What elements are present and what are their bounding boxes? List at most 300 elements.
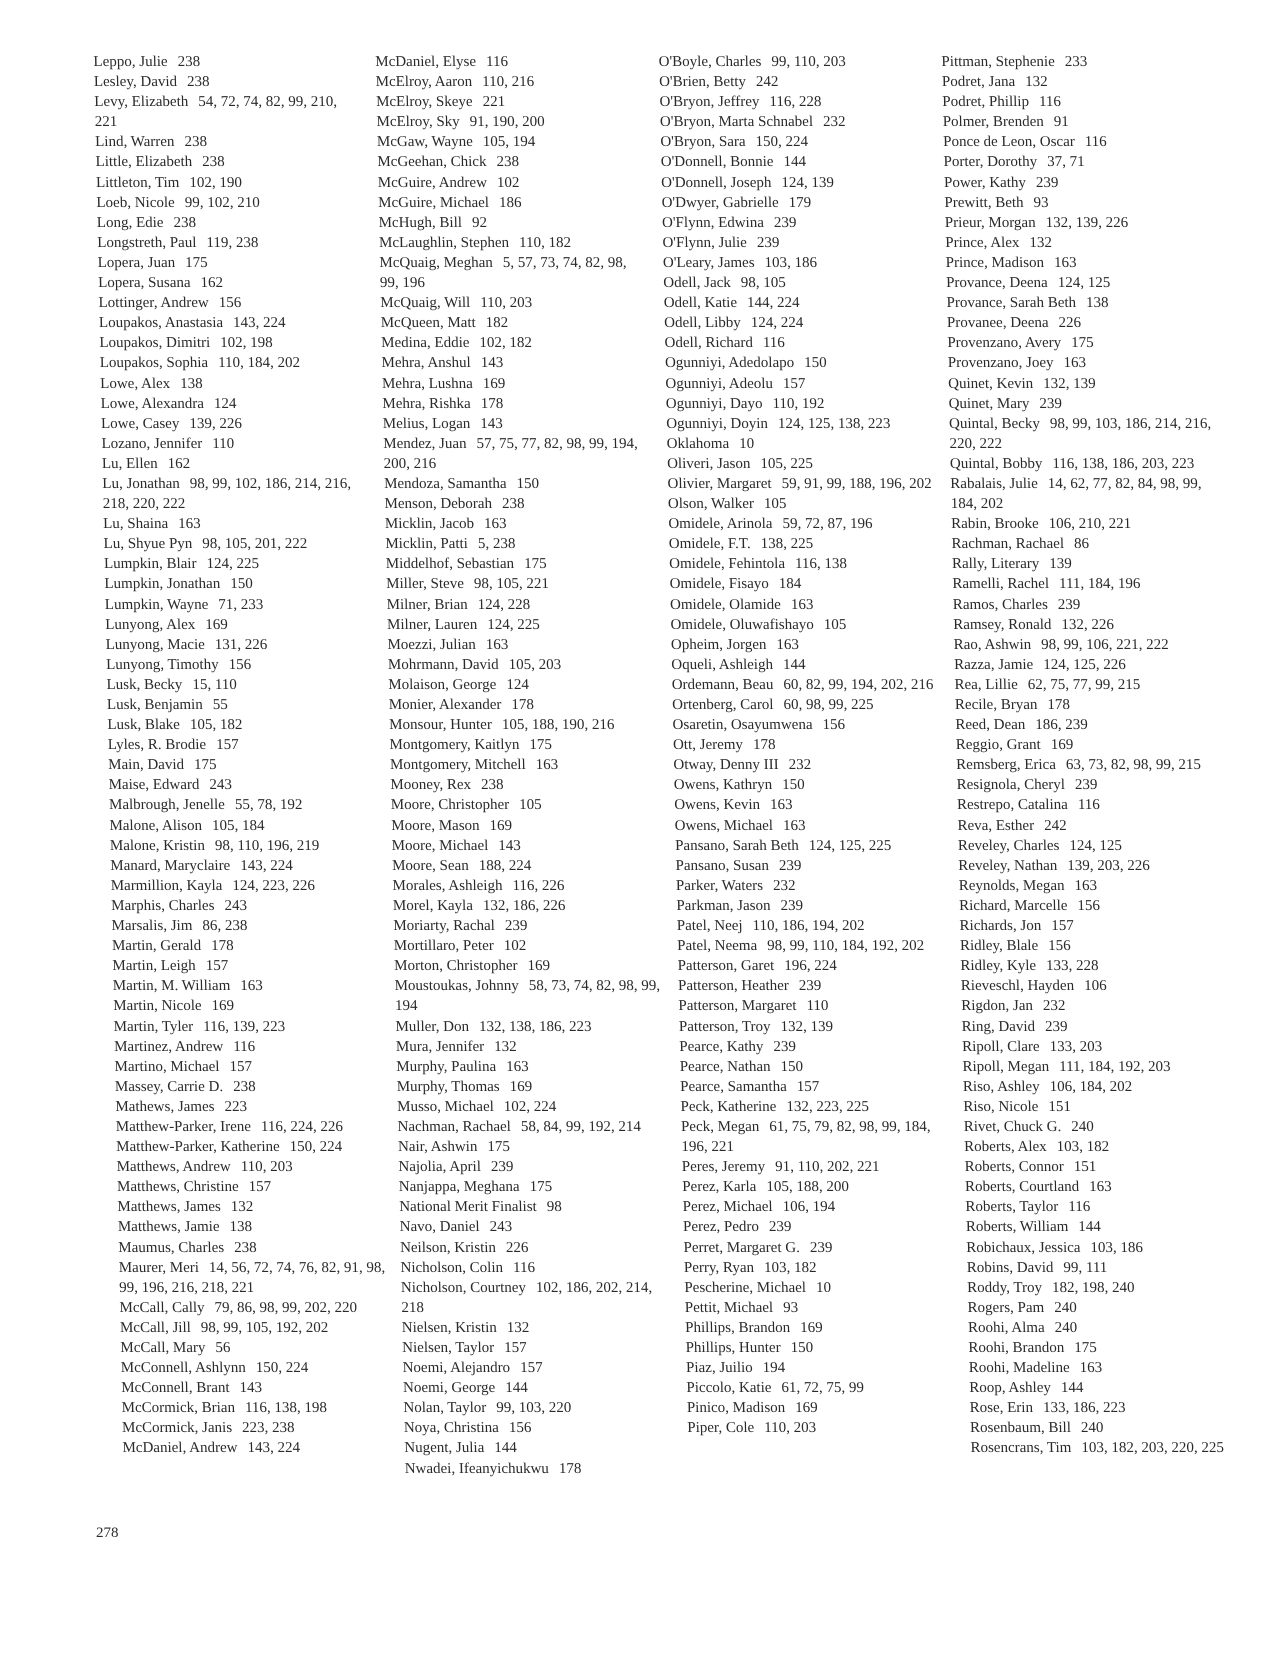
index-entry-name: Ordemann, Beau: [671, 676, 774, 693]
index-entry-name: Morel, Kayla: [392, 897, 474, 914]
index-entry-pages: 156: [1077, 897, 1101, 914]
index-entry: [663, 253, 931, 273]
index-entry: [385, 534, 653, 554]
index-entry: [93, 52, 361, 72]
index-entry: [103, 514, 371, 534]
index-entry-name: Ortenberg, Carol: [671, 697, 774, 713]
index-entry-name: Ogunniyi, Adedolapo: [664, 355, 795, 372]
index-entry: [399, 1177, 667, 1197]
index-entry-pages: 178: [210, 938, 234, 955]
index-entry: [956, 735, 1224, 755]
index-entry-name: McHugh, Bill: [378, 214, 463, 231]
index-entry-pages: 239: [1057, 596, 1081, 613]
index-entry: [102, 474, 371, 514]
index-entry: [945, 213, 1213, 233]
index-entry: [953, 635, 1221, 655]
index-entry-name: Lusk, Becky: [106, 676, 183, 693]
index-entry-pages: 150: [790, 1340, 814, 1356]
index-entry-name: Reveley, Nathan: [958, 857, 1058, 874]
index-entry: [675, 836, 943, 856]
index-entry-pages: 150, 224: [755, 134, 809, 151]
index-entry: [684, 1278, 952, 1298]
index-entry: [950, 454, 1218, 474]
index-entry-pages: 143: [239, 1380, 263, 1397]
index-entry: [961, 1017, 1229, 1037]
index-entry-name: Omidele, Olamide: [669, 596, 782, 613]
index-entry: [97, 233, 365, 253]
index-entry: [396, 1057, 664, 1077]
index-entry-pages: 98, 99, 105, 192, 202: [200, 1319, 329, 1336]
index-entry-pages: 102, 190: [189, 174, 243, 191]
index-entry-name: McElroy, Sky: [376, 114, 460, 131]
index-entry: [682, 1177, 950, 1197]
index-entry-pages: 143: [498, 837, 521, 854]
index-entry-pages: 150, 224: [255, 1360, 309, 1377]
index-entry: [385, 514, 653, 534]
index-entry-name: Lumpkin, Jonathan: [104, 576, 221, 593]
index-entry: [671, 635, 939, 655]
index-entry: [661, 152, 929, 172]
index-entry: [676, 896, 944, 916]
index-column-2: [375, 52, 673, 1479]
index-entry-pages: 169: [211, 998, 235, 1015]
index-entry: [110, 856, 378, 876]
index-entry-pages: 105: [823, 616, 847, 633]
index-entry-name: Montgomery, Mitchell: [389, 757, 526, 774]
index-entry-pages: 103, 186: [1090, 1239, 1144, 1256]
index-entry: [381, 313, 649, 333]
index-entry-name: Power, Kathy: [943, 174, 1027, 191]
index-entry-pages: 169: [205, 616, 228, 633]
index-entry-pages: 57, 75, 77, 82, 98, 99, 194, 200, 216: [383, 435, 638, 472]
index-entry-pages: 238: [173, 214, 197, 231]
index-entry-pages: 132: [1029, 234, 1053, 251]
index-entry-name: Mehra, Lushna: [381, 375, 473, 392]
index-entry-pages: 93: [782, 1299, 799, 1316]
index-entry-pages: 102, 224: [503, 1098, 557, 1115]
index-entry: [659, 72, 927, 92]
index-entry-pages: 132: [506, 1319, 530, 1336]
index-entry-pages: 175: [1074, 1340, 1097, 1356]
index-entry-pages: 163: [782, 817, 806, 834]
index-entry-pages: 91, 190, 200: [469, 114, 545, 131]
index-entry-pages: 162: [167, 455, 191, 472]
index-entry: [389, 715, 657, 735]
index-entry-name: Ogunniyi, Dayo: [665, 395, 763, 412]
index-entry-name: Ridley, Kyle: [960, 958, 1037, 975]
index-entry-name: Massey, Carrie D.: [114, 1078, 224, 1095]
index-entry: [967, 1278, 1235, 1298]
index-entry: [964, 1137, 1232, 1157]
index-entry: [113, 976, 381, 996]
index-entry: [964, 1157, 1232, 1177]
index-entry-name: Martino, Michael: [114, 1058, 220, 1075]
index-entry-pages: 10: [815, 1279, 832, 1296]
index-entry-pages: 157: [229, 1058, 253, 1075]
index-entry: [101, 414, 369, 434]
index-entry: [682, 1197, 950, 1217]
index-entry-pages: 116: [485, 54, 509, 70]
index-entry: [109, 795, 377, 815]
index-entry-pages: 116, 224, 226: [260, 1118, 344, 1135]
index-entry: [380, 293, 648, 313]
index-entry-pages: 157: [248, 1179, 272, 1196]
index-entry-pages: 175: [1071, 335, 1094, 352]
index-entry-pages: 163: [485, 636, 509, 653]
index-entry-name: McGaw, Wayne: [376, 134, 473, 151]
index-entry-name: McElroy, Aaron: [375, 74, 473, 91]
index-entry-pages: 157: [796, 1078, 820, 1095]
index-entry-name: Rieveschl, Hayden: [960, 978, 1075, 995]
index-entry-name: Reed, Dean: [955, 717, 1026, 734]
index-entry: [112, 956, 380, 976]
index-entry: [666, 414, 934, 434]
index-entry-pages: 116, 226: [512, 877, 565, 894]
index-entry-name: Ramos, Charles: [952, 596, 1049, 613]
index-entry: [116, 1137, 384, 1157]
index-entry-name: Rosencrans, Tim: [970, 1440, 1072, 1457]
index-entry-pages: 175: [529, 737, 553, 754]
index-entry-pages: 151: [1073, 1159, 1097, 1176]
index-entry-name: Lu, Ellen: [101, 455, 158, 472]
index-entry-pages: 238: [177, 54, 201, 70]
index-entry-pages: 138: [180, 375, 203, 392]
index-entry-name: Matthew-Parker, Katherine: [116, 1139, 280, 1156]
index-entry-pages: 139: [1049, 556, 1072, 573]
index-entry-pages: 239: [780, 897, 804, 914]
index-entry-name: National Merit Finalist: [399, 1199, 537, 1216]
index-entry-pages: 105, 188, 190, 216: [501, 717, 615, 734]
index-entry-pages: 157: [215, 737, 239, 754]
index-entry-pages: 124: [506, 676, 530, 693]
index-entry: [113, 996, 381, 1016]
index-entry-name: Ramsey, Ronald: [953, 616, 1052, 633]
index-entry: [678, 996, 946, 1016]
index-entry: [98, 293, 366, 313]
index-entry-name: Moore, Michael: [391, 837, 489, 854]
index-entry-name: Marsalis, Jim: [111, 918, 193, 935]
index-entry-name: McQueen, Matt: [380, 315, 476, 332]
index-entry: [667, 474, 935, 494]
index-entry: [398, 1157, 666, 1177]
index-entry-pages: 139, 203, 226: [1067, 857, 1150, 874]
index-entry-pages: 162: [200, 275, 224, 292]
index-entry-name: Prewitt, Beth: [944, 194, 1024, 211]
index-entry-name: Phillips, Hunter: [685, 1340, 781, 1356]
index-entry-name: Littleton, Tim: [95, 174, 180, 191]
index-entry: [109, 816, 377, 836]
index-entry: [375, 52, 643, 72]
index-entry-name: Lusk, Blake: [107, 717, 181, 734]
index-entry: [659, 92, 927, 112]
index-entry: [388, 655, 656, 675]
index-entry-pages: 110, 182: [518, 234, 572, 251]
index-entry-pages: 157: [1051, 918, 1074, 935]
index-entry: [376, 112, 644, 132]
index-entry: [958, 856, 1226, 876]
index-entry-name: Nielsen, Taylor: [402, 1340, 495, 1356]
index-entry-pages: 119, 238: [206, 234, 259, 251]
index-entry-pages: 144: [783, 154, 807, 171]
index-entry-pages: 102, 182: [479, 335, 533, 352]
index-entry-name: Ott, Jeremy: [672, 737, 744, 754]
index-entry: [674, 775, 942, 795]
index-entry-pages: 186: [498, 194, 522, 211]
index-entry-pages: 175: [523, 556, 547, 573]
index-entry-pages: 163: [506, 1058, 529, 1075]
index-entry-pages: 99, 111: [1063, 1259, 1108, 1276]
index-entry-name: Omidele, Fehintola: [669, 556, 786, 573]
index-entry-name: Restrepo, Catalina: [956, 797, 1069, 814]
index-entry: [668, 494, 936, 514]
index-entry: [381, 333, 649, 353]
index-entry-name: Noemi, Alejandro: [402, 1360, 511, 1377]
index-entry: [393, 896, 661, 916]
index-entry-name: Milner, Brian: [386, 596, 468, 613]
index-entry-pages: 175: [193, 757, 217, 774]
index-entry-pages: 144: [782, 656, 806, 673]
index-entry-name: McConnell, Brant: [121, 1380, 230, 1397]
index-entry-name: Marmillion, Kayla: [110, 877, 223, 894]
index-entry-name: Nanjappa, Meghana: [398, 1179, 520, 1196]
index-entry-name: Reynolds, Megan: [958, 877, 1065, 894]
index-entry-name: Nwadei, Ifeanyichukwu: [404, 1460, 550, 1477]
index-entry: [658, 52, 926, 72]
index-entry-name: Nielsen, Kristin: [401, 1319, 497, 1336]
index-entry: [947, 333, 1215, 353]
index-entry: [968, 1338, 1236, 1358]
index-entry-pages: 106: [1083, 978, 1107, 995]
index-entry-pages: 169: [509, 1078, 533, 1095]
index-entry: [941, 52, 1209, 72]
index-entry-name: Martinez, Andrew: [113, 1038, 224, 1055]
index-entry: [667, 454, 935, 474]
index-entry-name: O'Boyle, Charles: [658, 54, 762, 70]
index-entry-name: Lesley, David: [93, 74, 178, 91]
index-entry: [397, 1117, 665, 1137]
index-entry-pages: 163: [240, 978, 263, 995]
index-entry-name: Lusk, Benjamin: [106, 697, 203, 713]
index-entry: [674, 816, 942, 836]
index-entry-name: O'Donnell, Bonnie: [660, 154, 774, 171]
index-entry: [113, 1017, 381, 1037]
index-entry: [959, 916, 1227, 936]
index-entry: [951, 514, 1219, 534]
index-entry-name: Miller, Steve: [386, 576, 465, 593]
index-entry: [384, 494, 652, 514]
index-entry-name: Prieur, Morgan: [944, 214, 1036, 231]
index-entry-name: Rose, Erin: [969, 1400, 1034, 1417]
index-entry-pages: 163: [790, 596, 814, 613]
index-entry: [948, 353, 1216, 373]
index-entry-pages: 150: [803, 355, 827, 372]
index-entry-name: Maumus, Charles: [118, 1239, 225, 1256]
index-entry: [677, 916, 945, 936]
index-entry: [944, 193, 1212, 213]
index-entry-pages: 163: [1053, 254, 1077, 271]
index-entry-name: Roberts, Alex: [964, 1139, 1047, 1156]
index-entry-pages: 226: [1058, 315, 1082, 332]
index-entry: [115, 1097, 383, 1117]
index-entry-name: Richard, Marcelle: [958, 897, 1068, 914]
index-entry-name: Pansano, Susan: [675, 857, 770, 874]
index-entry: [954, 675, 1222, 695]
index-entry-pages: 156: [218, 295, 242, 312]
index-entry: [685, 1338, 953, 1358]
index-entry-name: Omidele, Arinola: [668, 516, 773, 533]
index-entry-name: Peck, Katherine: [680, 1098, 777, 1115]
index-entry: [389, 735, 657, 755]
index-entry-name: Rogers, Pam: [967, 1299, 1045, 1316]
index-entry: [384, 474, 652, 494]
index-entry: [404, 1438, 672, 1458]
index-entry-name: Lopera, Susana: [97, 275, 191, 292]
index-entry-name: Martin, M. William: [112, 978, 231, 995]
index-entry-pages: 124, 139: [781, 174, 835, 191]
index-entry-name: Roberts, Taylor: [965, 1199, 1059, 1216]
index-entry: [394, 956, 662, 976]
index-entry-pages: 239: [768, 1219, 792, 1236]
index-entry: [389, 695, 657, 715]
index-entry: [386, 595, 654, 615]
index-entry-pages: 103, 182: [763, 1259, 817, 1276]
index-entry-name: Lunyong, Alex: [105, 616, 196, 633]
index-entry: [399, 1197, 667, 1217]
index-entry: [398, 1137, 666, 1157]
index-entry-pages: 99, 110, 203: [771, 54, 846, 70]
index-entry-name: Marphis, Charles: [110, 897, 215, 914]
index-entry-pages: 105, 182: [189, 717, 243, 734]
index-entry: [383, 414, 651, 434]
index-entry-pages: 116: [233, 1038, 256, 1055]
index-entry: [387, 635, 655, 655]
index-entry-name: McGuire, Andrew: [377, 174, 488, 191]
index-entry: [959, 896, 1227, 916]
index-entry: [105, 595, 373, 615]
index-entry-pages: 14, 62, 77, 82, 84, 98, 99, 184, 202: [950, 475, 1202, 513]
index-entry-pages: 157: [519, 1360, 543, 1377]
index-entry: [378, 173, 646, 193]
index-entry-name: McCall, Jill: [119, 1319, 192, 1336]
index-entry: [397, 1077, 665, 1097]
index-entry: [107, 695, 375, 715]
index-entry-name: Loupakos, Anastasia: [98, 315, 224, 332]
index-entry-name: Levy, Elizabeth: [94, 94, 189, 111]
index-entry-name: Omidele, Fisayo: [669, 576, 769, 593]
index-entry: [670, 615, 938, 635]
index-entry-pages: 98, 105: [740, 275, 786, 292]
index-entry-pages: 178: [752, 737, 776, 754]
index-entry-name: Remsberg, Erica: [956, 757, 1057, 774]
index-entry-pages: 133, 228: [1045, 958, 1099, 975]
index-entry: [95, 152, 363, 172]
index-entry-pages: 182, 198, 240: [1051, 1279, 1135, 1296]
index-entry-name: Moriarty, Rachal: [393, 918, 496, 935]
index-entry-name: Lowe, Casey: [100, 415, 180, 432]
index-entry: [402, 1318, 670, 1338]
index-entry: [661, 173, 929, 193]
index-entry-pages: 58, 73, 74, 82, 98, 99, 194: [394, 978, 661, 1015]
index-entry-name: Osaretin, Osayumwena: [672, 717, 813, 734]
index-entry: [951, 534, 1219, 554]
index-entry: [403, 1378, 671, 1398]
index-entry-pages: 163: [483, 516, 507, 533]
index-entry-pages: 179: [788, 194, 812, 211]
index-entry: [379, 253, 648, 293]
index-entry-pages: 111, 184, 196: [1058, 576, 1141, 593]
index-entry-pages: 110, 203: [764, 1420, 817, 1437]
index-entry-name: Little, Elizabeth: [95, 154, 193, 171]
index-entry-name: Odell, Jack: [663, 275, 731, 292]
index-entry: [955, 715, 1223, 735]
index-entry-name: Mohrmann, David: [387, 656, 499, 673]
index-entry: [378, 213, 646, 233]
index-entry-pages: 116: [1084, 134, 1107, 151]
index-entry: [379, 233, 647, 253]
index-entry-name: Prince, Madison: [945, 254, 1045, 271]
index-entry-name: Rally, Literary: [951, 556, 1040, 573]
index-entry: [117, 1197, 385, 1217]
index-entry-name: Leppo, Julie: [93, 54, 168, 70]
index-entry-pages: 156: [822, 717, 846, 734]
index-entry-name: McCall, Cally: [119, 1299, 205, 1316]
index-entry-pages: 156: [1048, 938, 1071, 955]
index-entry-name: Nair, Ashwin: [397, 1139, 478, 1156]
index-entry-name: Moore, Mason: [391, 817, 480, 834]
index-entry-pages: 238: [496, 154, 520, 171]
index-entry-name: Oliveri, Jason: [666, 455, 751, 472]
index-entry-name: Perez, Michael: [682, 1199, 773, 1216]
index-entry-pages: 106, 184, 202: [1049, 1078, 1133, 1095]
index-entry-pages: 240: [1054, 1319, 1078, 1336]
index-entry: [101, 434, 369, 454]
index-entry-name: Roberts, Connor: [964, 1159, 1064, 1176]
index-entry-pages: 178: [511, 697, 535, 713]
index-entry-name: Provance, Deena: [945, 275, 1048, 292]
index-entry: [945, 253, 1213, 273]
index-entry: [122, 1418, 390, 1438]
index-entry-name: Perret, Margaret G.: [683, 1239, 801, 1256]
index-entry: [386, 574, 654, 594]
index-entry-pages: 232: [788, 757, 812, 774]
index-entry-pages: 58, 84, 99, 192, 214: [520, 1118, 642, 1135]
index-entry-name: Podret, Jana: [941, 74, 1016, 91]
index-entry: [400, 1258, 668, 1278]
index-entry-pages: 110: [212, 435, 235, 452]
index-entry: [665, 374, 933, 394]
index-entry-pages: 240: [1054, 1299, 1077, 1316]
index-entry-name: Moezzi, Julian: [387, 636, 476, 653]
index-entry: [949, 414, 1218, 454]
index-entry-name: Podret, Phillip: [942, 94, 1030, 111]
index-entry-pages: 132: [1025, 74, 1048, 91]
index-entry-name: Rea, Lillie: [954, 676, 1019, 693]
index-entry-pages: 103, 182: [1056, 1139, 1110, 1156]
index-entry-name: Mendoza, Samantha: [383, 475, 507, 492]
index-entry-name: Resignola, Cheryl: [956, 777, 1066, 794]
index-entry-pages: 243: [209, 777, 233, 794]
index-entry: [672, 675, 940, 695]
index-entry-pages: 132: [494, 1038, 517, 1055]
index-entry-name: Rabalais, Julie: [950, 475, 1038, 492]
index-entry-name: McDaniel, Andrew: [122, 1440, 238, 1457]
index-entry: [393, 916, 661, 936]
index-entry: [108, 775, 376, 795]
index-entry-pages: 102: [503, 938, 527, 955]
index-entry: [679, 1017, 947, 1037]
index-entry-name: Rosenbaum, Bill: [969, 1420, 1072, 1437]
index-entry: [678, 976, 946, 996]
